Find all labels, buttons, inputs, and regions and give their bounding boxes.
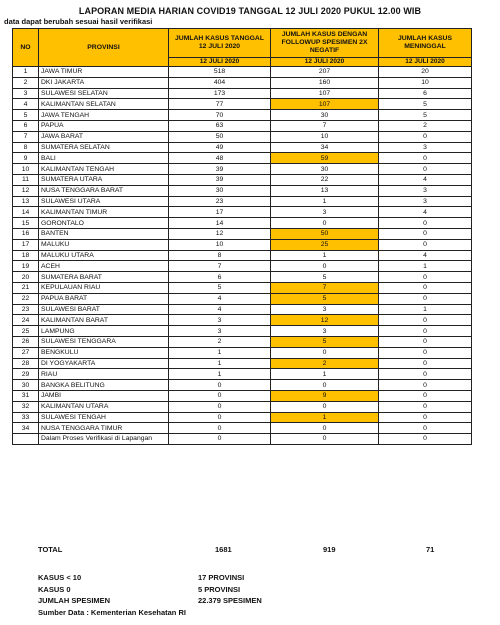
table-row [13, 218, 472, 229]
cell-no [13, 434, 39, 445]
cell-no: 34 [13, 423, 39, 434]
note-label: KASUS 0 [38, 584, 71, 594]
cell-kasus: 23 [169, 196, 271, 207]
table-row [13, 153, 472, 164]
cell-meninggal: 0 [379, 369, 472, 380]
cell-meninggal: 0 [379, 401, 472, 412]
table-row [13, 369, 472, 380]
cell-meninggal: 0 [379, 412, 472, 423]
cell-followup: 0 [271, 434, 379, 445]
cell-kasus: 3 [169, 326, 271, 337]
cell-no: 5 [13, 110, 39, 121]
cell-no: 29 [13, 369, 39, 380]
cell-kasus: 4 [169, 293, 271, 304]
table-row [13, 142, 472, 153]
cell-followup: 1 [271, 250, 379, 261]
cell-meninggal: 3 [379, 185, 472, 196]
cell-kasus: 17 [169, 207, 271, 218]
report-subtitle: data dapat berubah sesuai hasil verifikasi [4, 17, 153, 26]
cell-no: 9 [13, 153, 39, 164]
cell-no: 18 [13, 250, 39, 261]
cell-provinsi: DI YOGYAKARTA [39, 358, 169, 369]
cell-provinsi: JAWA TIMUR [39, 67, 169, 78]
cell-meninggal: 0 [379, 153, 472, 164]
cell-no: 15 [13, 218, 39, 229]
cell-kasus: 0 [169, 401, 271, 412]
cell-followup: 0 [271, 218, 379, 229]
cell-provinsi: SULAWESI BARAT [39, 304, 169, 315]
cell-meninggal: 0 [379, 272, 472, 283]
cell-provinsi: SUMATERA UTARA [39, 174, 169, 185]
table-row [13, 315, 472, 326]
cell-no: 26 [13, 336, 39, 347]
cell-kasus: 14 [169, 218, 271, 229]
cell-kasus: 2 [169, 336, 271, 347]
cell-provinsi: Dalam Proses Verifikasi di Lapangan [39, 434, 169, 445]
cell-provinsi: JAWA BARAT [39, 131, 169, 142]
cell-provinsi: BANTEN [39, 228, 169, 239]
table-row [13, 412, 472, 423]
covid-table [12, 28, 472, 445]
cell-meninggal: 20 [379, 67, 472, 78]
cell-followup: 0 [271, 423, 379, 434]
cell-followup: 22 [271, 174, 379, 185]
cell-followup: 12 [271, 315, 379, 326]
table-row [13, 164, 472, 175]
table-row [13, 99, 472, 110]
cell-meninggal: 3 [379, 196, 472, 207]
total-label: TOTAL [38, 545, 63, 554]
cell-kasus: 404 [169, 77, 271, 88]
table-row [13, 77, 472, 88]
table-row [13, 401, 472, 412]
cell-provinsi: SUMATERA SELATAN [39, 142, 169, 153]
cell-kasus: 0 [169, 423, 271, 434]
cell-kasus: 3 [169, 315, 271, 326]
cell-kasus: 48 [169, 153, 271, 164]
cell-no: 17 [13, 239, 39, 250]
cell-meninggal: 4 [379, 207, 472, 218]
cell-no: 6 [13, 120, 39, 131]
cell-provinsi: BALI [39, 153, 169, 164]
cell-meninggal: 0 [379, 423, 472, 434]
table-row [13, 239, 472, 250]
note-value: 22.379 SPESIMEN [198, 596, 262, 605]
cell-meninggal: 0 [379, 336, 472, 347]
cell-provinsi: SULAWESI TENGGARA [39, 336, 169, 347]
cell-kasus: 10 [169, 239, 271, 250]
table-row [13, 261, 472, 272]
cell-meninggal: 0 [379, 293, 472, 304]
cell-provinsi: KALIMANTAN BARAT [39, 315, 169, 326]
table-row [13, 434, 472, 445]
cell-provinsi: SUMATERA BARAT [39, 272, 169, 283]
cell-no: 11 [13, 174, 39, 185]
cell-kasus: 7 [169, 261, 271, 272]
cell-provinsi: BANGKA BELITUNG [39, 380, 169, 391]
cell-meninggal: 0 [379, 239, 472, 250]
cell-followup: 5 [271, 293, 379, 304]
cell-meninggal: 4 [379, 174, 472, 185]
cell-provinsi: LAMPUNG [39, 326, 169, 337]
table-row [13, 67, 472, 78]
table-row [13, 88, 472, 99]
cell-provinsi: MALUKU [39, 239, 169, 250]
cell-no: 22 [13, 293, 39, 304]
cell-meninggal: 1 [379, 261, 472, 272]
cell-followup: 0 [271, 261, 379, 272]
cell-no: 1 [13, 67, 39, 78]
cell-kasus: 173 [169, 88, 271, 99]
cell-kasus: 30 [169, 185, 271, 196]
header-date-followup: 12 JULI 2020 [271, 58, 379, 67]
cell-no: 13 [13, 196, 39, 207]
header-meninggal: JUMLAH KASUS MENINGGAL [379, 29, 472, 58]
cell-meninggal: 0 [379, 434, 472, 445]
total-kasus: 1681 [215, 545, 232, 554]
table-row [13, 207, 472, 218]
cell-meninggal: 0 [379, 380, 472, 391]
cell-provinsi: KEPULAUAN RIAU [39, 282, 169, 293]
cell-followup: 0 [271, 380, 379, 391]
cell-provinsi: PAPUA [39, 120, 169, 131]
total-followup: 919 [323, 545, 336, 554]
cell-no: 21 [13, 282, 39, 293]
report-title: LAPORAN MEDIA HARIAN COVID19 TANGGAL 12 JULI 2020 PUKUL 12.00 WIB [78, 6, 422, 16]
cell-followup: 13 [271, 185, 379, 196]
cell-meninggal: 0 [379, 164, 472, 175]
cell-meninggal: 0 [379, 347, 472, 358]
cell-meninggal: 4 [379, 250, 472, 261]
table-row [13, 228, 472, 239]
cell-meninggal: 5 [379, 110, 472, 121]
cell-followup: 107 [271, 88, 379, 99]
cell-no: 4 [13, 99, 39, 110]
cell-meninggal: 0 [379, 218, 472, 229]
cell-followup: 7 [271, 120, 379, 131]
cell-kasus: 1 [169, 369, 271, 380]
cell-provinsi: SULAWESI TENGAH [39, 412, 169, 423]
cell-no: 20 [13, 272, 39, 283]
table-row [13, 120, 472, 131]
table-body [13, 67, 472, 445]
cell-provinsi: SULAWESI SELATAN [39, 88, 169, 99]
cell-meninggal: 2 [379, 120, 472, 131]
cell-meninggal: 10 [379, 77, 472, 88]
cell-provinsi: PAPUA BARAT [39, 293, 169, 304]
cell-kasus: 0 [169, 412, 271, 423]
total-meninggal: 71 [426, 545, 435, 554]
cell-followup: 7 [271, 282, 379, 293]
note-label: KASUS < 10 [38, 573, 82, 582]
table-header [13, 29, 472, 67]
cell-meninggal: 5 [379, 99, 472, 110]
cell-provinsi: DKI JAKARTA [39, 77, 169, 88]
cell-followup: 0 [271, 401, 379, 412]
cell-meninggal: 0 [379, 315, 472, 326]
cell-followup: 160 [271, 77, 379, 88]
cell-provinsi: KALIMANTAN TENGAH [39, 164, 169, 175]
cell-no: 25 [13, 326, 39, 337]
cell-followup: 2 [271, 358, 379, 369]
cell-no: 12 [13, 185, 39, 196]
cell-meninggal: 0 [379, 282, 472, 293]
header-provinsi: PROVINSI [39, 29, 169, 67]
table-row [13, 293, 472, 304]
cell-followup: 50 [271, 228, 379, 239]
cell-kasus: 1 [169, 358, 271, 369]
cell-followup: 5 [271, 336, 379, 347]
cell-provinsi: KALIMANTAN TIMUR [39, 207, 169, 218]
cell-provinsi: JAMBI [39, 390, 169, 401]
cell-no: 23 [13, 304, 39, 315]
cell-no: 27 [13, 347, 39, 358]
cell-provinsi: BENGKULU [39, 347, 169, 358]
table-row [13, 250, 472, 261]
table-row [13, 272, 472, 283]
cell-kasus: 0 [169, 434, 271, 445]
cell-meninggal: 1 [379, 304, 472, 315]
cell-followup: 30 [271, 110, 379, 121]
cell-followup: 34 [271, 142, 379, 153]
header-followup: JUMLAH KASUS DENGAN FOLLOWUP SPESIMEN 2X NEGATIF [271, 29, 379, 58]
cell-followup: 30 [271, 164, 379, 175]
cell-provinsi: RIAU [39, 369, 169, 380]
table-row [13, 423, 472, 434]
cell-no: 32 [13, 401, 39, 412]
cell-followup: 1 [271, 369, 379, 380]
header-date-kasus: 12 JULI 2020 [169, 58, 271, 67]
table-row [13, 131, 472, 142]
cell-no: 31 [13, 390, 39, 401]
cell-provinsi: ACEH [39, 261, 169, 272]
cell-followup: 5 [271, 272, 379, 283]
table-row [13, 380, 472, 391]
table-row [13, 390, 472, 401]
cell-no: 28 [13, 358, 39, 369]
cell-kasus: 0 [169, 390, 271, 401]
cell-kasus: 39 [169, 174, 271, 185]
cell-provinsi: NUSA TENGGARA BARAT [39, 185, 169, 196]
cell-kasus: 70 [169, 110, 271, 121]
cell-followup: 3 [271, 304, 379, 315]
cell-meninggal: 6 [379, 88, 472, 99]
cell-kasus: 63 [169, 120, 271, 131]
cell-meninggal: 0 [379, 390, 472, 401]
source-note: Sumber Data : Kementerian Kesehatan RI [38, 607, 186, 617]
cell-kasus: 518 [169, 67, 271, 78]
cell-followup: 1 [271, 412, 379, 423]
cell-provinsi: NUSA TENGGARA TIMUR [39, 423, 169, 434]
cell-followup: 3 [271, 326, 379, 337]
table-row [13, 282, 472, 293]
table-row [13, 358, 472, 369]
cell-provinsi: GORONTALO [39, 218, 169, 229]
cell-no: 2 [13, 77, 39, 88]
cell-no: 8 [13, 142, 39, 153]
cell-no: 24 [13, 315, 39, 326]
cell-followup: 25 [271, 239, 379, 250]
cell-no: 33 [13, 412, 39, 423]
table-row [13, 196, 472, 207]
header-no: NO [13, 29, 39, 67]
cell-no: 30 [13, 380, 39, 391]
cell-meninggal: 0 [379, 326, 472, 337]
cell-provinsi: SULAWESI UTARA [39, 196, 169, 207]
header-date-meninggal: 12 JULI 2020 [379, 58, 472, 67]
cell-meninggal: 0 [379, 228, 472, 239]
cell-followup: 9 [271, 390, 379, 401]
cell-provinsi: JAWA TENGAH [39, 110, 169, 121]
table-row [13, 336, 472, 347]
cell-kasus: 4 [169, 304, 271, 315]
cell-meninggal: 3 [379, 142, 472, 153]
cell-followup: 59 [271, 153, 379, 164]
cell-no: 19 [13, 261, 39, 272]
header-kasus: JUMLAH KASUS TANGGAL 12 JULI 2020 [169, 29, 271, 58]
cell-kasus: 49 [169, 142, 271, 153]
table-row [13, 110, 472, 121]
table-row [13, 304, 472, 315]
note-value: 5 PROVINSI [198, 584, 241, 594]
cell-followup: 0 [271, 347, 379, 358]
cell-no: 7 [13, 131, 39, 142]
table-row [13, 174, 472, 185]
cell-followup: 207 [271, 67, 379, 78]
note-value: 17 PROVINSI [198, 573, 245, 582]
cell-provinsi: MALUKU UTARA [39, 250, 169, 261]
cell-no: 14 [13, 207, 39, 218]
table-row [13, 347, 472, 358]
cell-followup: 1 [271, 196, 379, 207]
table-row [13, 185, 472, 196]
cell-kasus: 1 [169, 347, 271, 358]
cell-kasus: 12 [169, 228, 271, 239]
cell-meninggal: 0 [379, 358, 472, 369]
cell-no: 16 [13, 228, 39, 239]
cell-kasus: 8 [169, 250, 271, 261]
cell-kasus: 50 [169, 131, 271, 142]
cell-kasus: 77 [169, 99, 271, 110]
cell-followup: 107 [271, 99, 379, 110]
cell-no: 3 [13, 88, 39, 99]
cell-no: 10 [13, 164, 39, 175]
cell-provinsi: KALIMANTAN UTARA [39, 401, 169, 412]
note-label: JUMLAH SPESIMEN [38, 596, 111, 605]
cell-kasus: 5 [169, 282, 271, 293]
cell-meninggal: 0 [379, 131, 472, 142]
cell-followup: 3 [271, 207, 379, 218]
cell-followup: 10 [271, 131, 379, 142]
cell-kasus: 39 [169, 164, 271, 175]
cell-kasus: 6 [169, 272, 271, 283]
cell-kasus: 0 [169, 380, 271, 391]
cell-provinsi: KALIMANTAN SELATAN [39, 99, 169, 110]
table-row [13, 326, 472, 337]
